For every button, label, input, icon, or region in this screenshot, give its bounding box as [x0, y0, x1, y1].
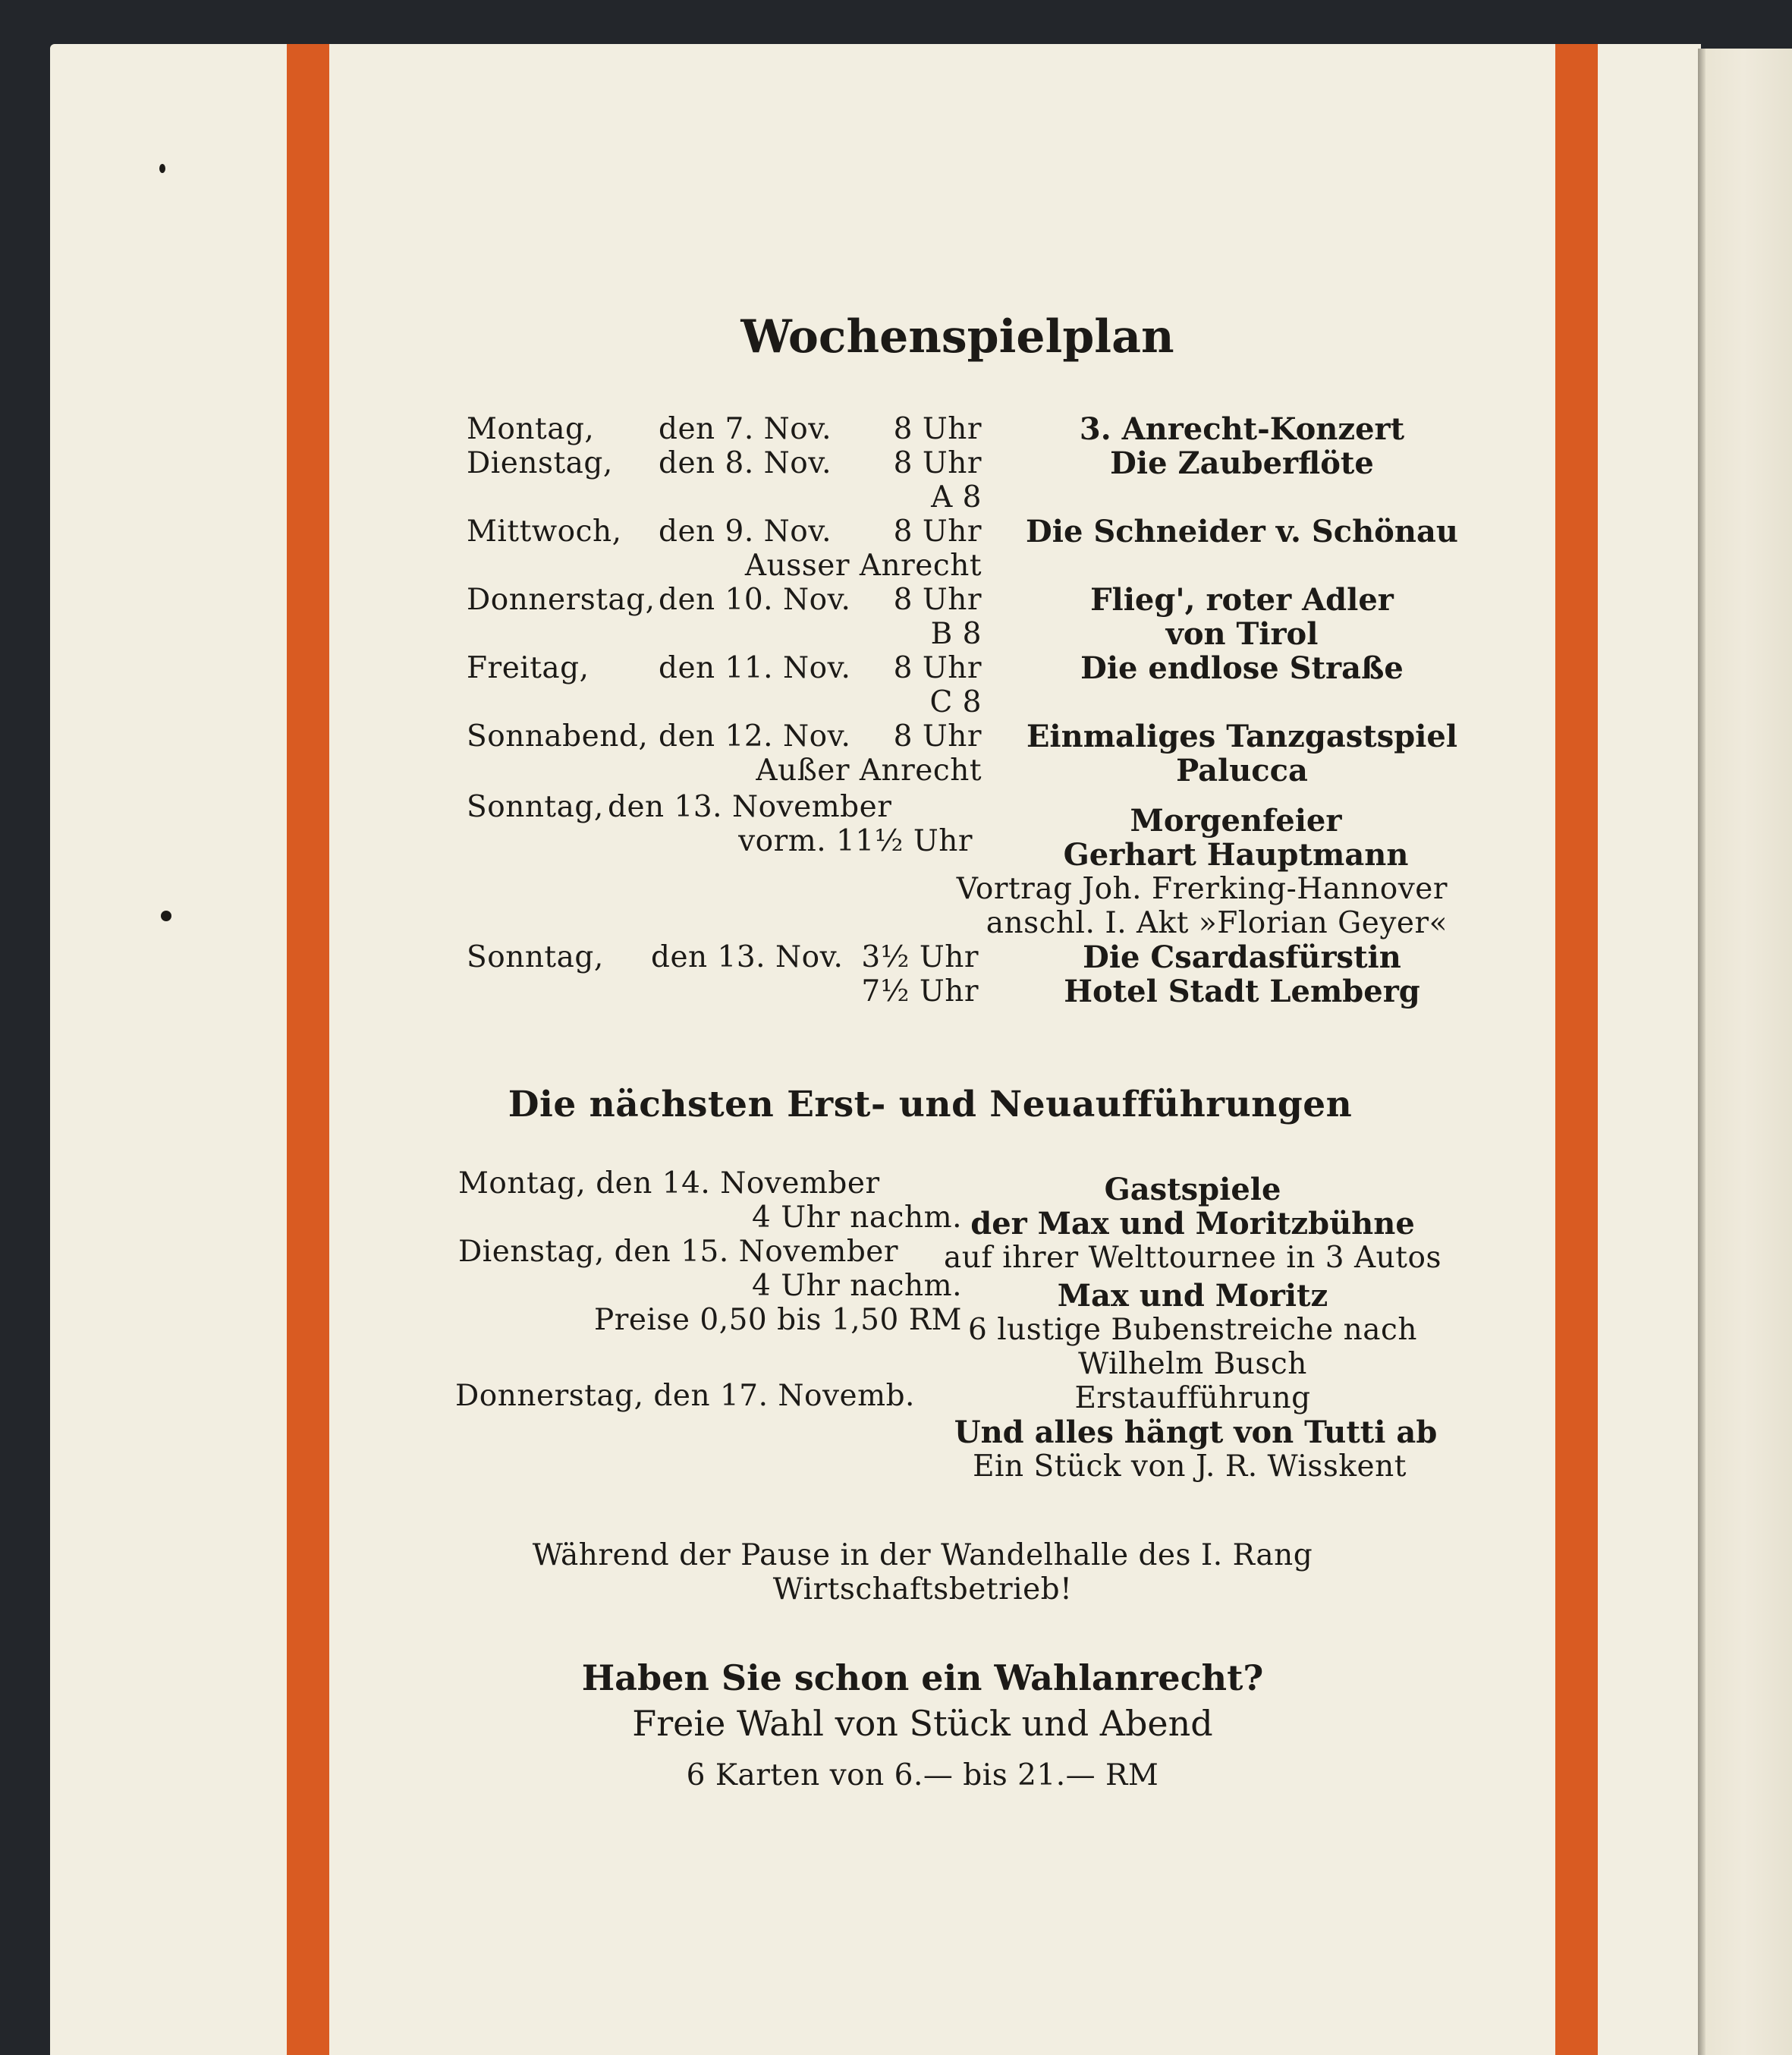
premiere-title: Max und Moritz [1057, 1278, 1328, 1314]
schedule-date: den 11. Nov. [659, 651, 851, 685]
schedule-day: Sonntag, [467, 940, 604, 974]
premiere-note: Ein Stück von J. R. Wisskent [973, 1449, 1407, 1484]
schedule-time: 8 Uhr [893, 651, 982, 685]
schedule-date: den 8. Nov. [659, 446, 832, 480]
schedule-event: Vortrag Joh. Frerking-Hannover [956, 872, 1448, 906]
schedule-event: Hotel Stadt Lemberg [1064, 974, 1420, 1009]
schedule-event: von Tirol [1165, 616, 1319, 652]
premiere-date: Dienstag, den 15. November [458, 1235, 899, 1269]
schedule-day: Mittwoch, [467, 515, 622, 549]
intermission-notice: Während der Pause in der Wandelhalle des I. Rang [532, 1538, 1313, 1572]
schedule-day: Montag, [467, 412, 595, 446]
next-page-edge [1698, 49, 1792, 2055]
schedule-time: 7½ Uhr [861, 974, 979, 1009]
schedule-event: anschl. I. Akt »Florian Geyer« [986, 906, 1448, 940]
schedule-day: Donnerstag, [467, 583, 655, 617]
schedule-time: 8 Uhr [893, 583, 982, 617]
schedule-event: 3. Anrecht-Konzert [1079, 411, 1405, 447]
promo-prices: 6 Karten von 6.— bis 21.— RM [686, 1758, 1159, 1792]
premiere-title: der Max und Moritzbühne [970, 1206, 1415, 1241]
schedule-event: Die Schneider v. Schönau [1026, 514, 1458, 549]
page-title: Wochenspielplan [740, 310, 1174, 363]
premiere-note: Wilhelm Busch [1078, 1347, 1307, 1381]
schedule-date: den 13. Nov. [651, 940, 844, 974]
premiere-note: 6 lustige Bubenstreiche nach [968, 1313, 1417, 1347]
premiere-time: 4 Uhr nachm. [752, 1269, 962, 1303]
schedule-event: Gerhart Hauptmann [1063, 837, 1409, 873]
schedule-date: den 13. November [608, 790, 892, 824]
premiere-date: Donnerstag, den 17. Novemb. [455, 1379, 915, 1413]
ink-speck [159, 164, 165, 173]
schedule-day: Sonnabend, [467, 719, 649, 754]
schedule-time: vorm. 11½ Uhr [738, 824, 973, 858]
promo-question: Haben Sie schon ein Wahlanrecht? [581, 1657, 1264, 1698]
schedule-time: 3½ Uhr [861, 940, 979, 974]
premiere-title: Gastspiele [1104, 1172, 1281, 1207]
premiere-date: Montag, den 14. November [458, 1166, 880, 1201]
schedule-date: den 7. Nov. [659, 412, 832, 446]
premiere-note: auf ihrer Welttournee in 3 Autos [944, 1241, 1441, 1275]
schedule-subscription: C 8 [929, 685, 982, 719]
program-page [50, 44, 1701, 2055]
punch-hole-mark [161, 911, 171, 921]
schedule-date: den 10. Nov. [659, 583, 851, 617]
schedule-subscription: Ausser Anrecht [744, 549, 982, 583]
schedule-event: Die endlose Straße [1080, 650, 1404, 686]
schedule-time: 8 Uhr [893, 412, 982, 446]
schedule-subscription: A 8 [931, 480, 982, 515]
schedule-time: 8 Uhr [893, 719, 982, 754]
schedule-day: Freitag, [467, 651, 589, 685]
right-orange-stripe [1555, 44, 1598, 2055]
premiere-prices: Preise 0,50 bis 1,50 RM [593, 1303, 962, 1337]
schedule-day: Dienstag, [467, 446, 613, 480]
schedule-time: 8 Uhr [893, 515, 982, 549]
premiere-time: 4 Uhr nachm. [752, 1201, 962, 1235]
schedule-time: 8 Uhr [893, 446, 982, 480]
premiere-title: Und alles hängt von Tutti ab [954, 1415, 1438, 1450]
schedule-day: Sonntag, [467, 790, 604, 824]
schedule-subscription: B 8 [930, 617, 982, 651]
intermission-notice: Wirtschaftsbetrieb! [772, 1572, 1073, 1607]
premieres-heading: Die nächsten Erst- und Neuaufführungen [508, 1084, 1353, 1125]
schedule-event: Die Csardasfürstin [1083, 939, 1401, 975]
promo-line: Freie Wahl von Stück und Abend [632, 1703, 1213, 1744]
schedule-event: Flieg', roter Adler [1090, 582, 1394, 618]
schedule-event: Einmaliges Tanzgastspiel [1026, 719, 1458, 754]
schedule-event: Palucca [1176, 753, 1308, 788]
schedule-date: den 9. Nov. [659, 515, 832, 549]
schedule-event: Die Zauberflöte [1110, 445, 1374, 481]
left-orange-stripe [287, 44, 329, 2055]
premiere-note: Erstaufführung [1074, 1381, 1311, 1415]
schedule-event: Morgenfeier [1130, 803, 1342, 839]
schedule-subscription: Außer Anrecht [756, 754, 982, 788]
schedule-date: den 12. Nov. [659, 719, 851, 754]
